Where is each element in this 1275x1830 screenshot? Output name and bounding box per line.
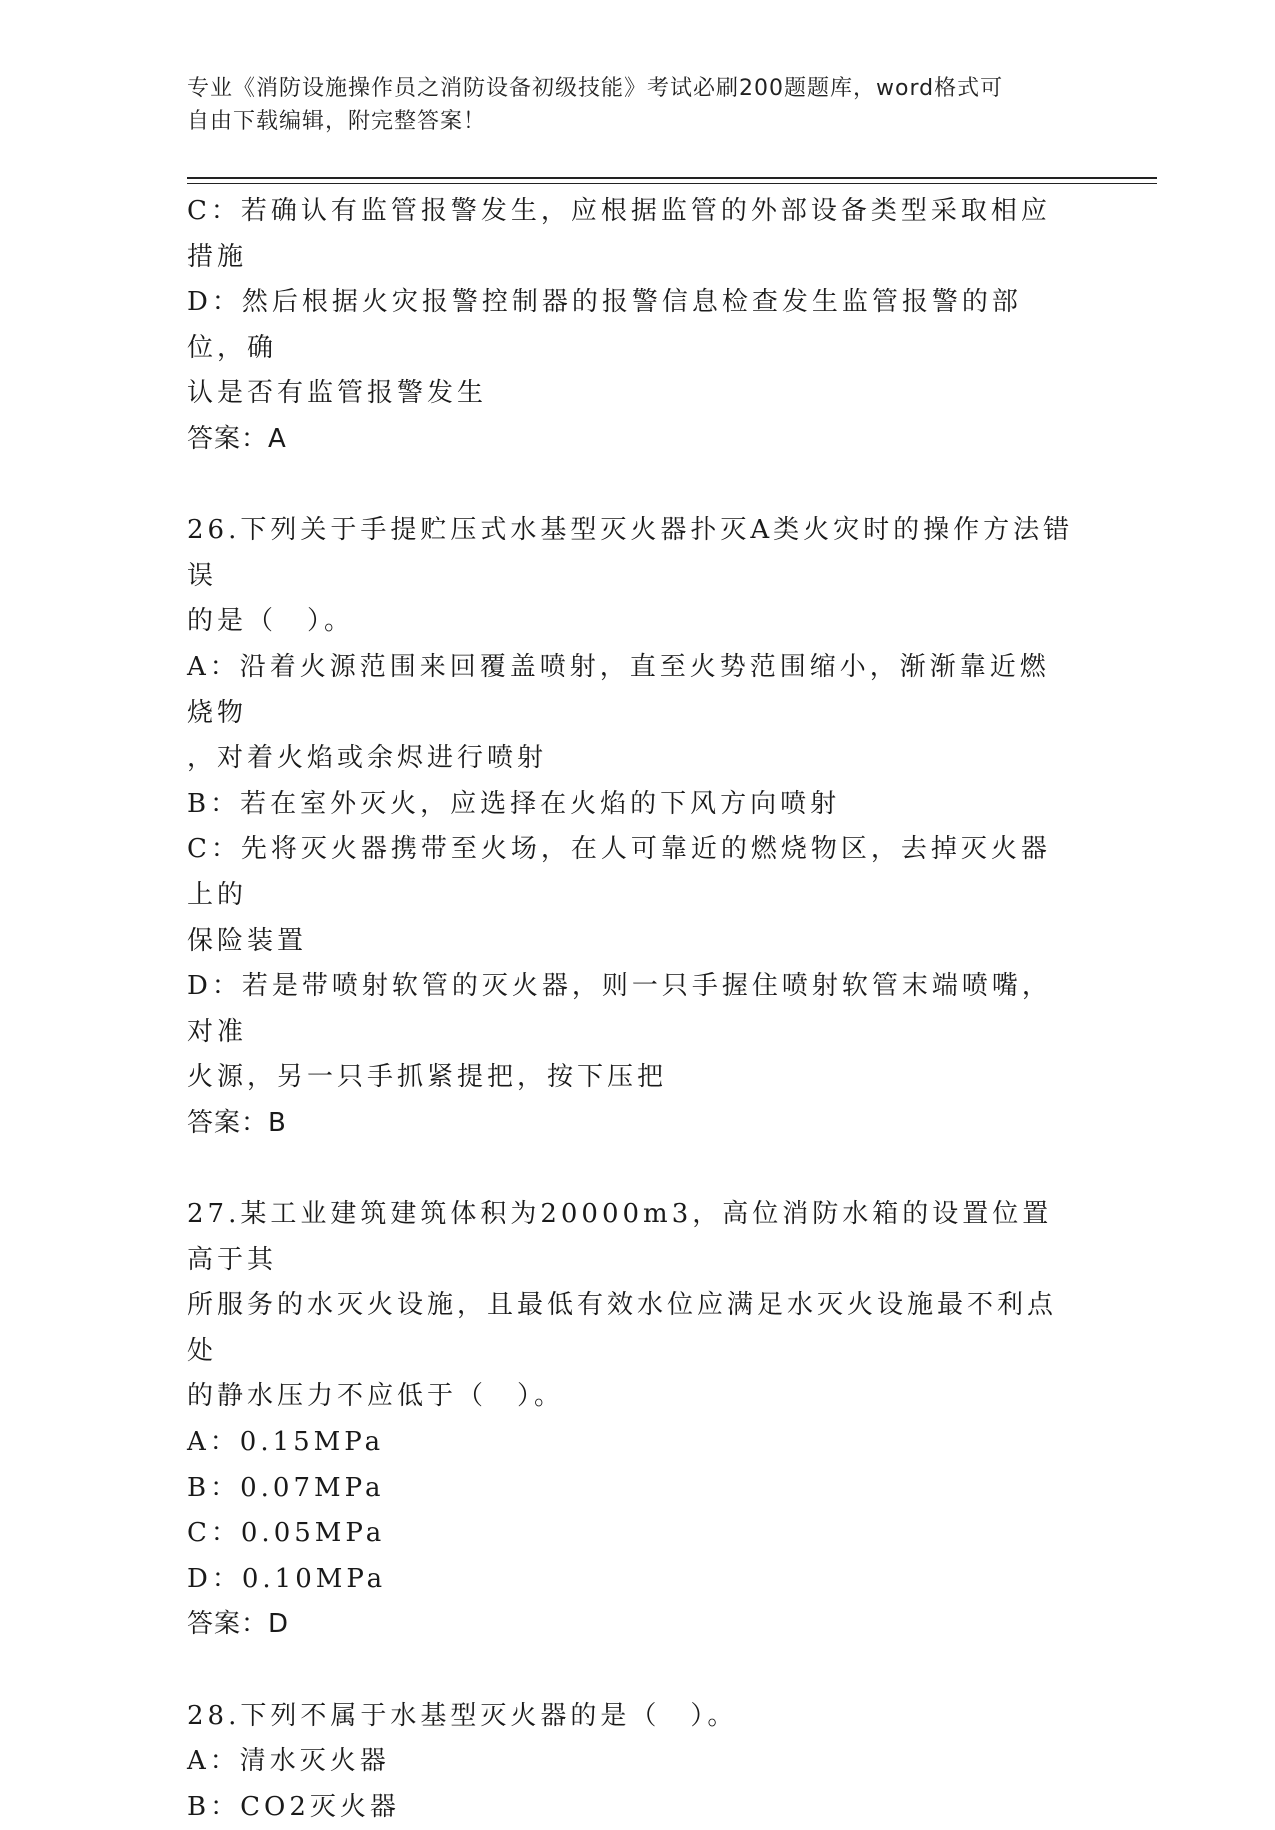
option-d-continued: 认是否有监管报警发生 bbox=[187, 378, 488, 409]
question-27 bbox=[187, 1192, 1077, 1648]
option-a: A：沿着火源范围来回覆盖喷射，直至火势范围缩小，渐渐靠近燃烧物 bbox=[187, 651, 1050, 728]
question-28 bbox=[187, 1694, 1077, 1830]
option-a-continued: ，对着火焰或余烬进行喷射 bbox=[187, 743, 548, 774]
spacer bbox=[187, 1146, 1077, 1192]
option-b: B：0.07MPa bbox=[187, 1472, 385, 1503]
option-d: D：若是带喷射软管的灭火器，则一只手握住喷射软管末端喷嘴，对准 bbox=[187, 971, 1052, 1047]
question-stem: 27.某工业建筑建筑体积为20000m3，高位消防水箱的设置位置高于其 bbox=[187, 1199, 1053, 1275]
answer: 答案：A bbox=[187, 423, 287, 454]
option-c: C：先将灭火器携带至火场，在人可靠近的燃烧物区，去掉灭火器上的 bbox=[187, 834, 1051, 910]
option-a: A：0.15MPa bbox=[187, 1427, 385, 1458]
option-c-continued: 保险装置 bbox=[187, 925, 308, 956]
question-25-tail bbox=[187, 189, 1077, 463]
question-stem: 28.下列不属于水基型灭火器的是（ ）。 bbox=[187, 1700, 738, 1731]
header-line: 自由下载编辑，附完整答案！ bbox=[187, 109, 487, 134]
option-c: C：0.05MPa bbox=[187, 1518, 386, 1549]
option-b: B：若在室外灭火，应选择在火焰的下风方向喷射 bbox=[187, 788, 841, 819]
answer: 答案：D bbox=[187, 1609, 290, 1640]
question-stem-continued: 的是（ ）。 bbox=[187, 606, 355, 637]
option-d-continued: 火源，另一只手抓紧提把，按下压把 bbox=[187, 1062, 668, 1093]
header-divider-thin bbox=[187, 183, 1157, 184]
question-26 bbox=[187, 508, 1077, 1146]
question-stem-continued: 所服务的水灭火设施，且最低有效水位应满足水灭火设施最不利点处 bbox=[187, 1290, 1058, 1366]
header-line: 专业《消防设施操作员之消防设备初级技能》考试必刷200题题库，word格式可 bbox=[187, 76, 1004, 101]
document-body bbox=[187, 189, 1077, 1830]
spacer bbox=[187, 1648, 1077, 1694]
option-c: C：若确认有监管报警发生，应根据监管的外部设备类型采取相应措施 bbox=[187, 196, 1051, 272]
option-a: A：清水灭火器 bbox=[187, 1746, 390, 1777]
option-d: D：然后根据火灾报警控制器的报警信息检查发生监管报警的部位，确 bbox=[187, 287, 1022, 363]
option-d: D：0.10MPa bbox=[187, 1563, 387, 1594]
option-b: B：CO2灭火器 bbox=[187, 1791, 400, 1822]
document-header bbox=[187, 72, 1067, 138]
header-divider-thick bbox=[187, 177, 1157, 179]
question-stem-continued: 的静水压力不应低于（ ）。 bbox=[187, 1381, 565, 1412]
question-stem: 26.下列关于手提贮压式水基型灭火器扑灭A类火灾时的操作方法错误 bbox=[187, 515, 1074, 591]
answer: 答案：B bbox=[187, 1107, 287, 1138]
spacer bbox=[187, 463, 1077, 509]
